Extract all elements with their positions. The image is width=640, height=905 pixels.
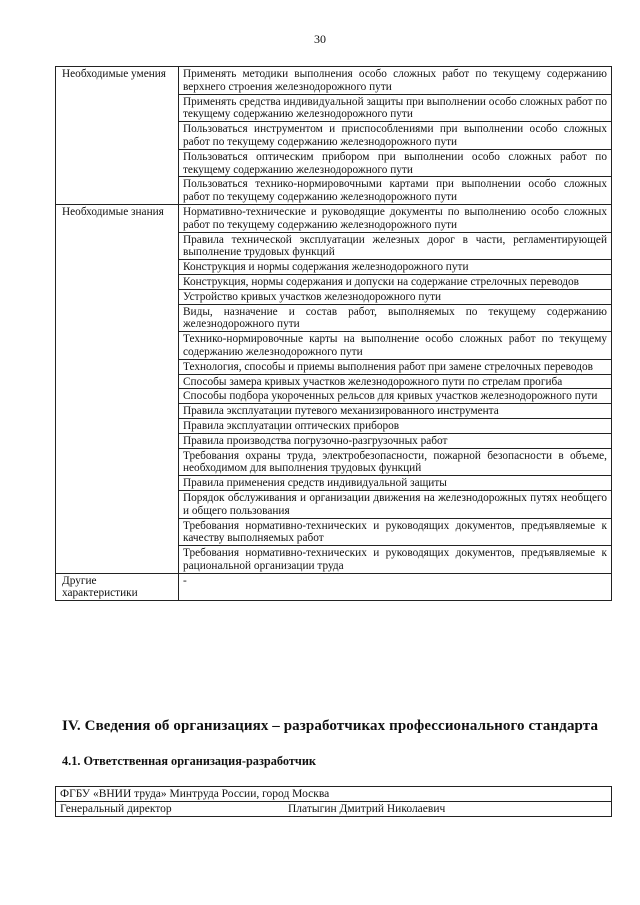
organization-table <box>55 786 612 817</box>
table-row <box>56 204 612 232</box>
competency-table <box>55 66 612 601</box>
table-cell-item: Конструкция и нормы содержания железнодорожного пути <box>179 260 612 275</box>
table-cell-item: Нормативно-технические и руководящие документы по выполнению особо сложных работ по текущему содержанию железнодорожного пути <box>179 204 612 232</box>
table-cell-item: Пользоваться оптическим прибором при выполнении особо сложных работ по текущему содержанию железнодорожного пути <box>179 149 612 177</box>
table-cell-item: Технико-нормировочные карты на выполнение особо сложных работ по текущему содержанию железнодорожного пути <box>179 332 612 360</box>
table-cell-item: Пользоваться инструментом и приспособлениями при выполнении особо сложных работ по текущему содержанию железнодорожного пути <box>179 122 612 150</box>
table-cell-item: - <box>179 573 612 601</box>
organization-director-row <box>56 802 612 817</box>
table-cell-item: Требования охраны труда, электробезопасности, пожарной безопасности в объеме, необходимом для выполнения трудовых функций <box>179 448 612 476</box>
section-title: IV. Сведения об организациях – разработчиках профессионального стандарта <box>62 718 599 734</box>
table-cell-item: Требования нормативно-технических и руководящих документов, предъявляемые к качеству выполняемых работ <box>179 518 612 546</box>
table-cell-item: Способы подбора укороченных рельсов для кривых участков железнодорожного пути <box>179 389 612 404</box>
table-row <box>56 573 612 601</box>
table-row <box>56 67 612 95</box>
table-cell-item: Применять методики выполнения особо сложных работ по текущему содержанию верхнего строения железнодорожного пути <box>179 67 612 95</box>
table-cell-item: Правила производства погрузочно-разгрузочных работ <box>179 433 612 448</box>
page-number: 30 <box>314 32 326 46</box>
director-name: Платыгин Дмитрий Николаевич <box>288 803 446 815</box>
table-cell-item: Способы замера кривых участков железнодорожного пути по стрелам прогиба <box>179 374 612 389</box>
table-cell-item: Технология, способы и приемы выполнения работ при замене стрелочных переводов <box>179 359 612 374</box>
table-cell-item: Правила эксплуатации путевого механизированного инструмента <box>179 404 612 419</box>
director-title: Генеральный директор <box>60 803 172 815</box>
table-cell-item: Порядок обслуживания и организации движения на железнодорожных путях необщего и общего пользования <box>179 490 612 518</box>
table-cell-item: Устройство кривых участков железнодорожного пути <box>179 289 612 304</box>
organization-name: ФГБУ «ВНИИ труда» Минтруда России, город Москва <box>56 787 612 802</box>
table-cell-item: Требования нормативно-технических и руководящих документов, предъявляемые к рациональной организации труда <box>179 546 612 574</box>
table-cell-item: Пользоваться технико-нормировочными картами при выполнении особо сложных работ по текущему содержанию железнодорожного пути <box>179 177 612 205</box>
table-cell-item: Правила применения средств индивидуальной защиты <box>179 476 612 491</box>
table-cell-item: Применять средства индивидуальной защиты при выполнении особо сложных работ по текущему содержанию железнодорожного пути <box>179 94 612 122</box>
table-cell-item: Правила эксплуатации оптических приборов <box>179 418 612 433</box>
row-label: Другие характеристики <box>56 573 179 601</box>
row-label: Необходимые знания <box>56 204 179 573</box>
table-cell-item: Конструкция, нормы содержания и допуски на содержание стрелочных переводов <box>179 274 612 289</box>
table-cell-item: Правила технической эксплуатации железных дорог в части, регламентирующей выполнение трудовых функций <box>179 232 612 260</box>
organization-name-row <box>56 787 612 802</box>
row-label: Необходимые умения <box>56 67 179 205</box>
subsection-title: 4.1. Ответственная организация-разработчик <box>62 754 316 768</box>
table-cell-item: Виды, назначение и состав работ, выполняемых по текущему содержанию железнодорожного пути <box>179 304 612 332</box>
